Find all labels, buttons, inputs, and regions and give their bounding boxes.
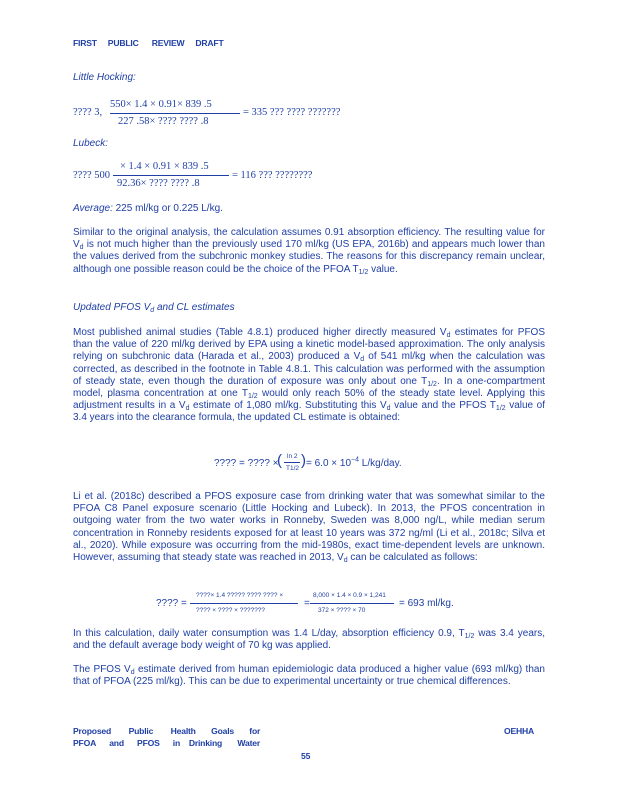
page-number: 55 [301, 751, 311, 761]
paragraph-calculation-notes: In this calculation, daily water consumption was 1.4 L/day, absorption efficiency 0.9, $T_{1/2}$ was 3.4 years, and the default average body weight of 70 kg was applied. [73, 628, 545, 652]
paragraph-ronneby: Li et al. (2018c) described a PFOS exposure case from drinking water that was somewhat similar to the PFOA C8 Panel exposure scenario (Little Hocking and Lubeck). In 2013, the PFOS concentration in outgoing water from the two water works in Ronneby, Sweden was 8,000 ng/L, while median serum concentration in Ronneby residents exposed for at least 10 years was 372 ng/ml (Li et al., 2018c; Silva et al., 2020). While exposure was occurring from the mid-1980s, exact time-dependent levels are unknown. However, assuming that steady state was reached in 2013, $V_d$ can be calculated as follows: [73, 491, 545, 565]
average-line: Average: 225 ml/kg or 0.225 L/kg. [73, 203, 223, 214]
paragraph-vd-comparison: Similar to the original analysis, the calculation assumes 0.91 absorption efficiency. The resulting value for $V_d$ is not much higher than the previously used 170 ml/kg (US EPA, 2016b) and appears much lower than the values derived from the subchronic monkey studies. The reasons for this discrepancy remain unclear, although one possible reason could be the choice of the PFOA $T_{1/2}$ value. [73, 227, 545, 276]
lubeck-label: Lubeck: [73, 138, 109, 149]
lh-numerator: 550× 1.4 × 0.91× 839 .5 [110, 99, 212, 110]
lubeck-result: = 116 ??? ???????? [232, 170, 313, 181]
footer-org: OEHHA [504, 726, 535, 736]
paragraph-pfos-vd: Most published animal studies (Table 4.8.1) produced higher directly measured $V_d$ estimates for PFOS than the value of 220 ml/kg derived by EPA using a kinetic model-based approximation. The only analysis relying on subchronic data (Harada et al., 2003) produced a $V_d$ of 541 ml/kg when the calculation was corrected, as described in the footnote in Table 4.8.1. This calculation was performed with the assumption of steady state, even though the duration of exposure was only about one $T_{1/2}$. In a one-compartment model, plasma concentration at one $T_{1/2}$ would only reach 50% of the steady state level. Applying this adjustment results in a $V_d$ estimate of 1,080 ml/kg. Substituting this $V_d$ value and the PFOS $T_{1/2}$ value of 3.4 years into the clearance formula, the updated CL estimate is obtained: [73, 327, 546, 424]
footer-title-line2: PFOA and PFOS in Drinking Water [73, 738, 260, 748]
paragraph-conclusion: The PFOS $V_d$ estimate derived from human epidemiologic data produced a higher value (693 ml/kg) than that of PFOA (225 ml/kg). This can be due to experimental uncertainty or true chemical differences. [73, 664, 545, 688]
footer-title-line1: Proposed Public Health Goals for [73, 726, 261, 736]
lh-denominator: 227 .58× ???? ???? .8 [118, 116, 209, 127]
lubeck-numerator: × 1.4 × 0.91 × 839 .5 [120, 161, 209, 172]
lh-result: = 335 ??? ???? ??????? [243, 107, 341, 118]
header-draft-label: FIRST PUBLIC REVIEW DRAFT [73, 38, 224, 48]
lubeck-denominator: 92.36× ???? ???? .8 [117, 178, 200, 189]
little-hocking-label: Little Hocking: [73, 72, 136, 83]
section-heading: Updated PFOS $V_d$ and CL estimates [73, 302, 235, 314]
